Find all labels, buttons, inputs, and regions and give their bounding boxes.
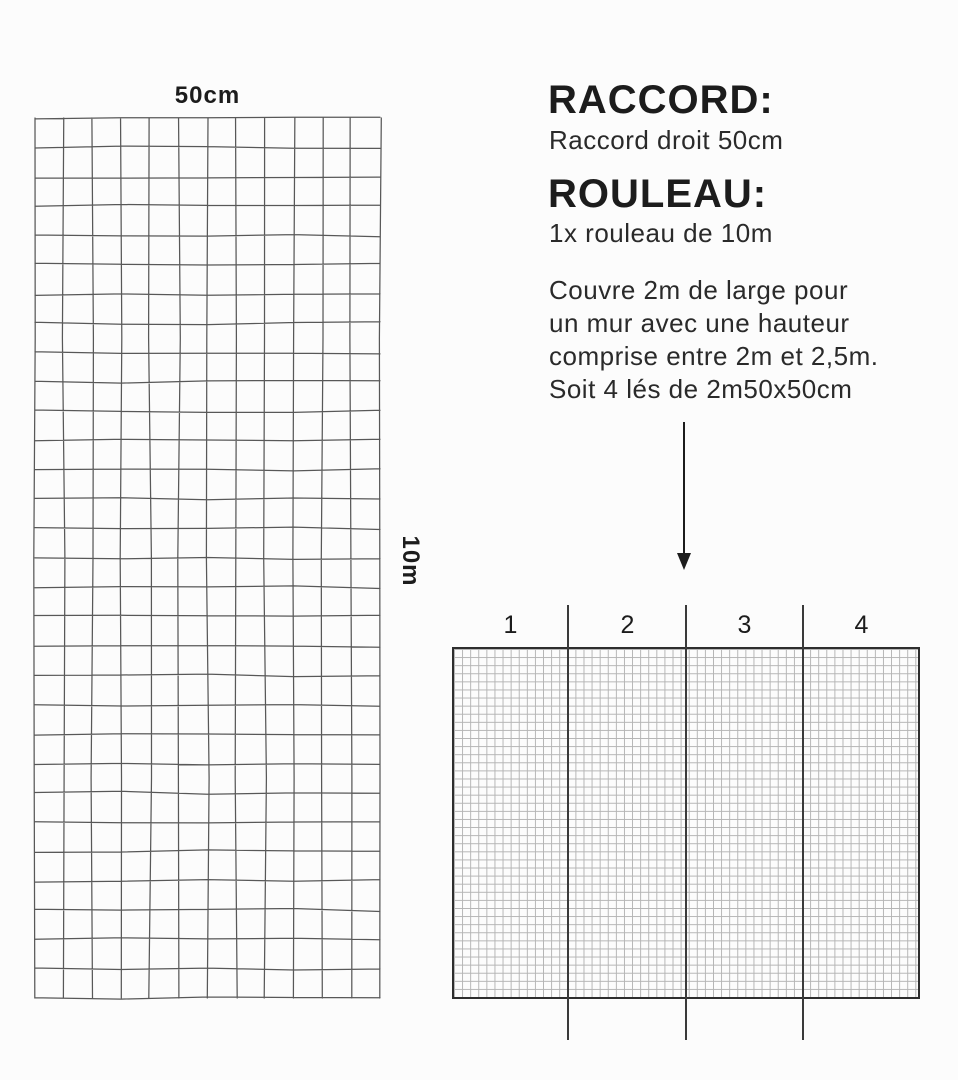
coverage-line: Soit 4 lés de 2m50x50cm (549, 374, 853, 404)
coverage-line: un mur avec une hauteur (549, 308, 850, 338)
roll-height-label: 10m (397, 535, 424, 587)
roll-width-label: 50cm (174, 82, 241, 109)
raccord-heading: RACCORD: (548, 78, 774, 122)
coverage-line: comprise entre 2m et 2,5m. (549, 341, 879, 371)
strip-label-2: 2 (620, 611, 635, 639)
strip-divider-line (685, 605, 687, 1040)
coverage-text (549, 274, 878, 406)
roll-grid (35, 118, 380, 998)
down-arrow-icon (676, 420, 692, 572)
strip-divider-line (567, 605, 569, 1040)
rouleau-heading: ROULEAU: (548, 172, 768, 216)
rouleau-detail: 1x rouleau de 10m (549, 218, 773, 248)
raccord-detail: Raccord droit 50cm (549, 125, 784, 155)
strip-label-3: 3 (737, 611, 752, 639)
roll-grid-lines (34, 117, 382, 999)
strip-label-1: 1 (503, 611, 518, 639)
coverage-line: Couvre 2m de large pour (549, 275, 849, 305)
strip-label-4: 4 (854, 611, 869, 639)
strip-divider-line (802, 605, 804, 1040)
